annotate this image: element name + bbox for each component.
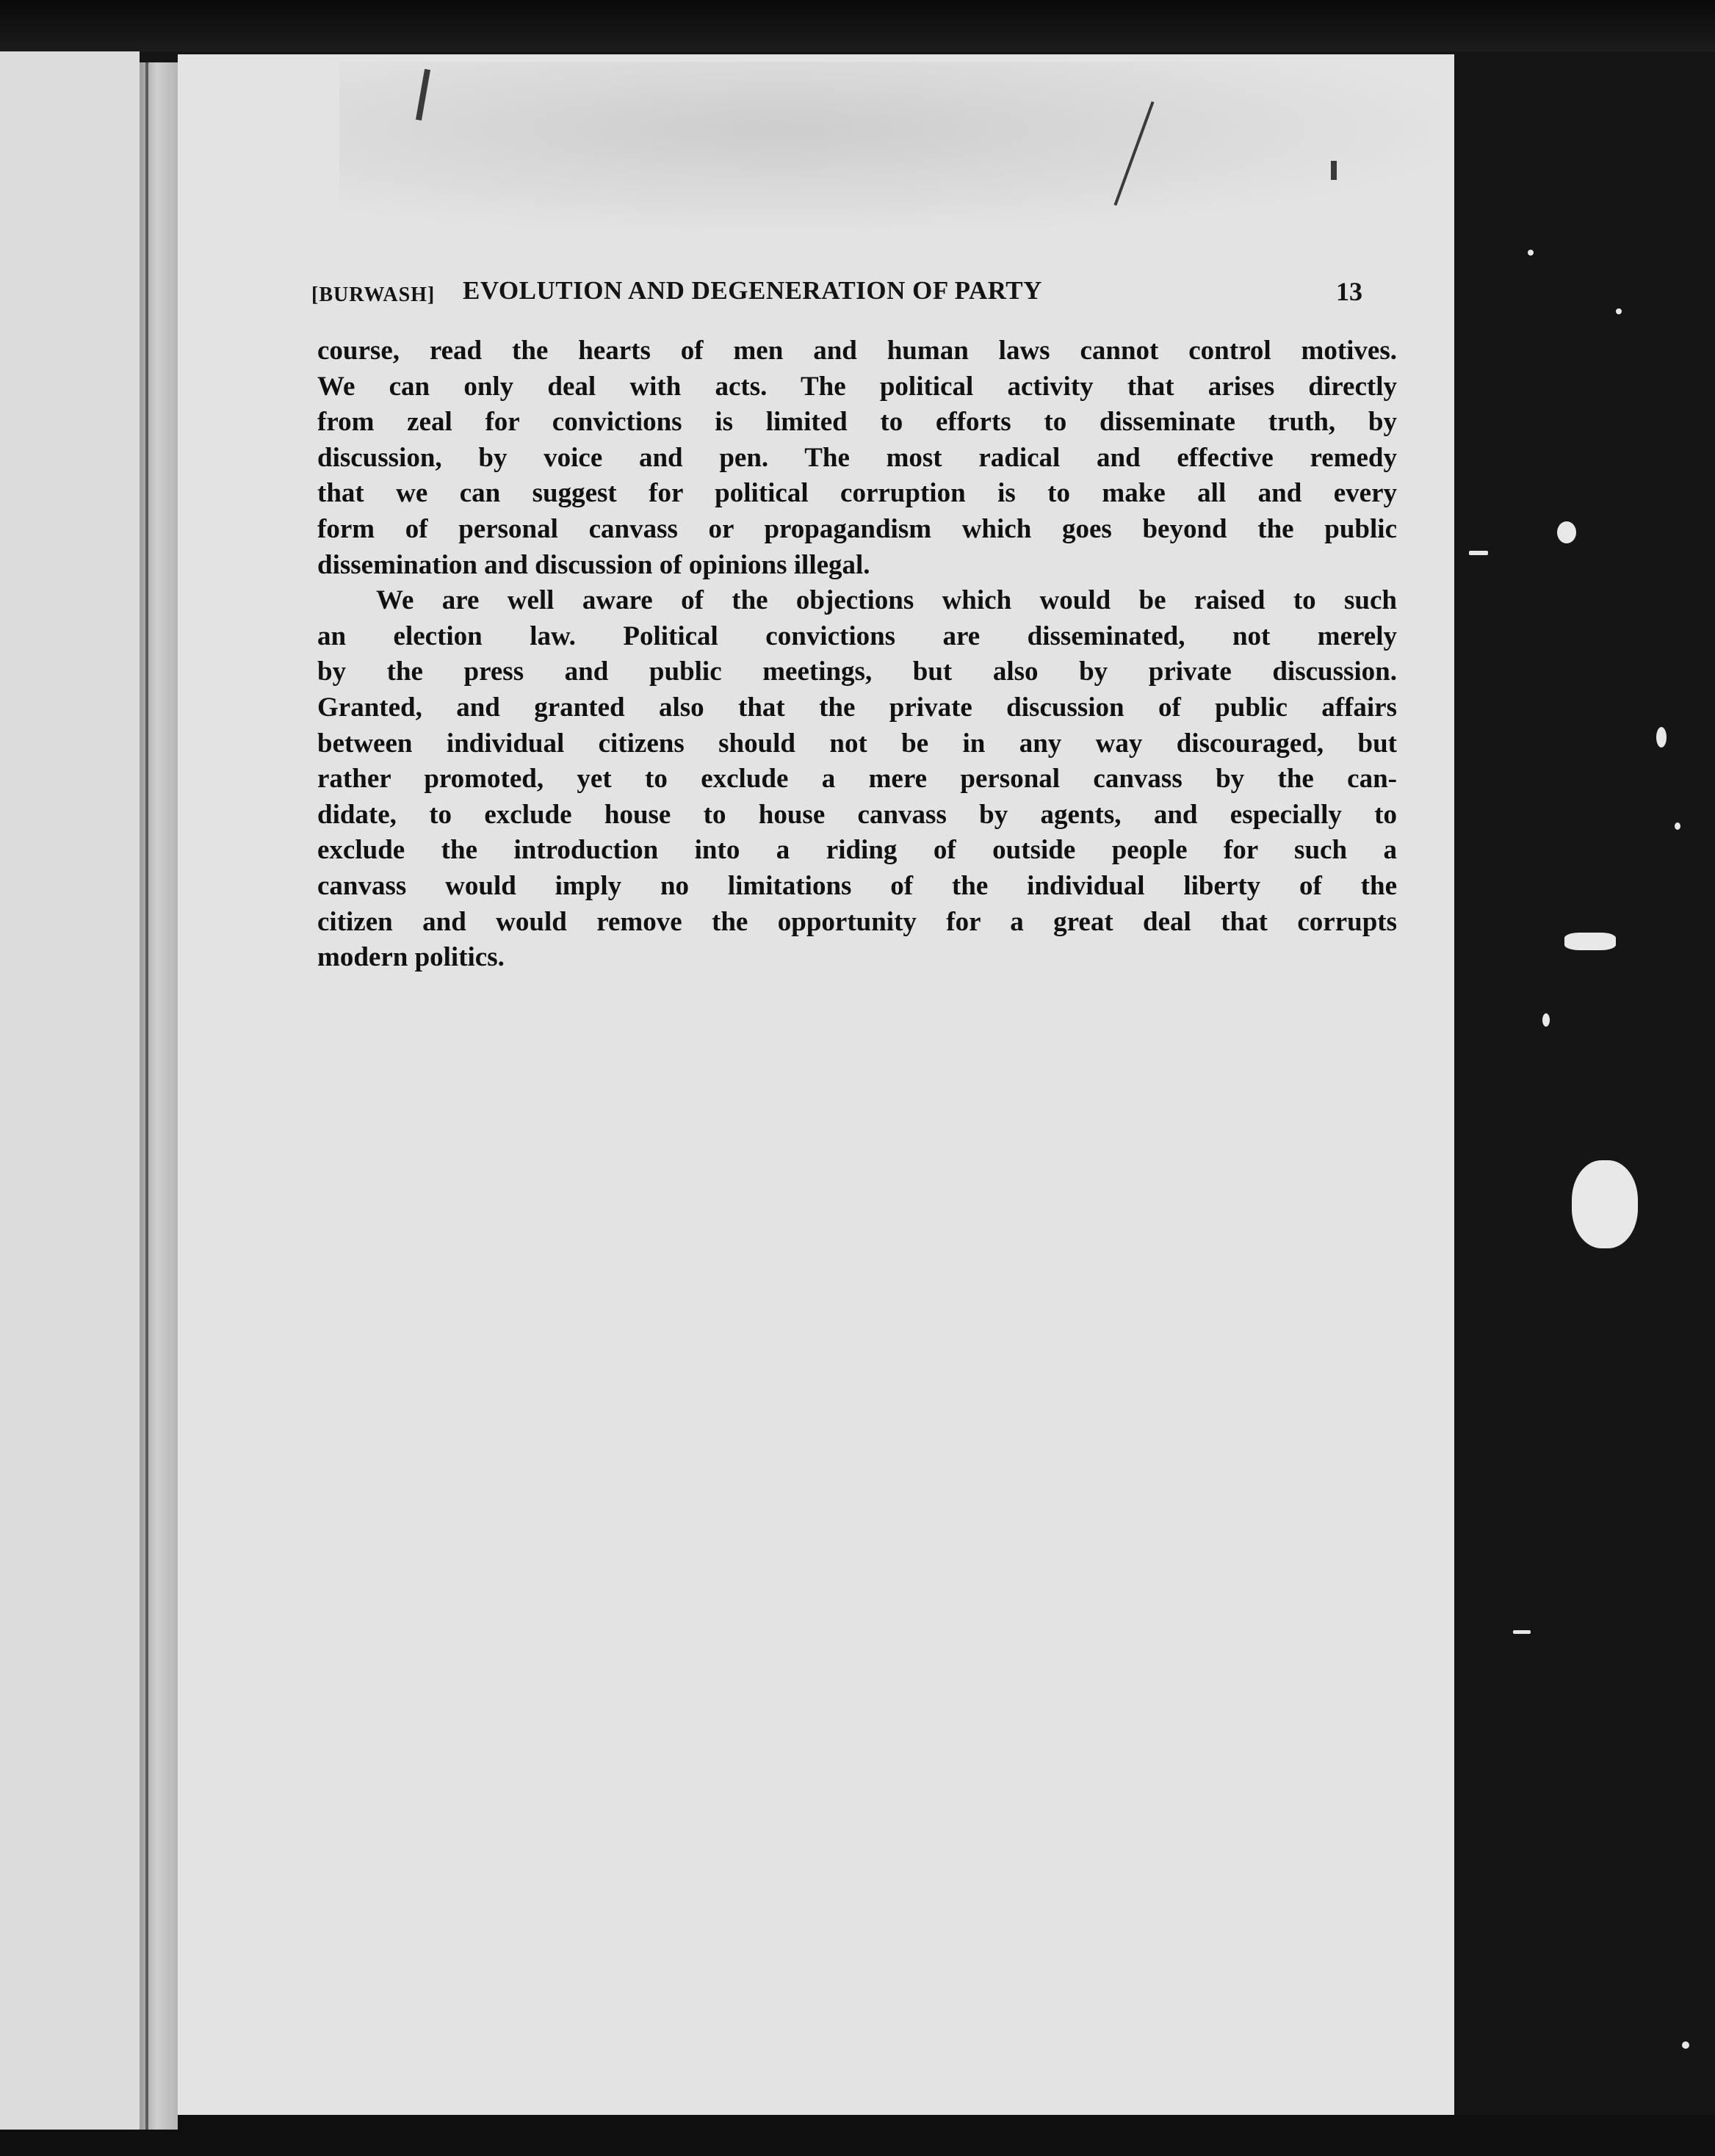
text-line: dissemination and discussion of opinions illegal. [317, 549, 870, 580]
body-text [317, 333, 1397, 976]
page-number: 13 [1336, 277, 1362, 306]
text-line: from zeal for convictions is limited to efforts to disseminate truth, by [317, 407, 1397, 438]
text-line: exclude the introduction into a riding of outside people for such a [317, 835, 1397, 866]
text-line: rather promoted, yet to exclude a mere personal canvass by the can- [317, 764, 1397, 795]
text-line: didate, to exclude house to house canvass by agents, and especially to [317, 799, 1397, 830]
text-line: Granted, and granted also that the private discussion of public affairs [317, 692, 1397, 723]
paragraph [317, 583, 1397, 976]
document-page [178, 54, 1454, 2115]
scan-speck [1513, 1630, 1531, 1634]
running-title: EVOLUTION AND DEGENERATION OF PARTY [463, 276, 1042, 305]
scan-top-edge [0, 0, 1715, 51]
text-line: form of personal canvass or propagandism which goes beyond the public [317, 513, 1397, 544]
text-line: discussion, by voice and pen. The most radical and effective remedy [317, 442, 1397, 473]
facing-page-edge [0, 51, 140, 2130]
paragraph [317, 333, 1397, 583]
scan-bottom-edge [0, 2115, 1715, 2156]
scan-speck [1557, 521, 1576, 543]
text-line: between individual citizens should not be in any way discouraged, but [317, 728, 1397, 759]
text-line: an election law. Political convictions are disseminated, not merely [317, 621, 1397, 651]
text-line: that we can suggest for political corruption is to make all and every [317, 478, 1397, 509]
book-gutter [140, 62, 178, 2130]
text-line: course, read the hearts of men and human laws cannot control motives. [317, 336, 1397, 366]
scan-speck [1528, 250, 1534, 256]
page-crease [1331, 161, 1337, 180]
scan-speck [1572, 1160, 1638, 1248]
scan-speck [1675, 822, 1680, 830]
scan-speck [1682, 2041, 1689, 2049]
scan-speck [1542, 1013, 1550, 1027]
scan-speck [1616, 308, 1622, 314]
text-line: canvass would imply no limitations of the individual liberty of the [317, 870, 1397, 901]
text-line: modern politics. [317, 942, 505, 973]
running-header [311, 275, 1420, 319]
text-line: by the press and public meetings, but also by private discussion. [317, 656, 1397, 687]
page-stain [339, 62, 1441, 231]
scan-speck [1656, 727, 1667, 748]
text-line: We are well aware of the objections which would be raised to such [376, 585, 1397, 616]
scan-speck [1564, 933, 1616, 950]
text-line: citizen and would remove the opportunity for a great deal that corrupts [317, 906, 1397, 937]
scan-speck [1469, 551, 1488, 555]
text-line: We can only deal with acts. The political activity that arises directly [317, 371, 1397, 402]
running-author: [BURWASH] [311, 283, 436, 306]
